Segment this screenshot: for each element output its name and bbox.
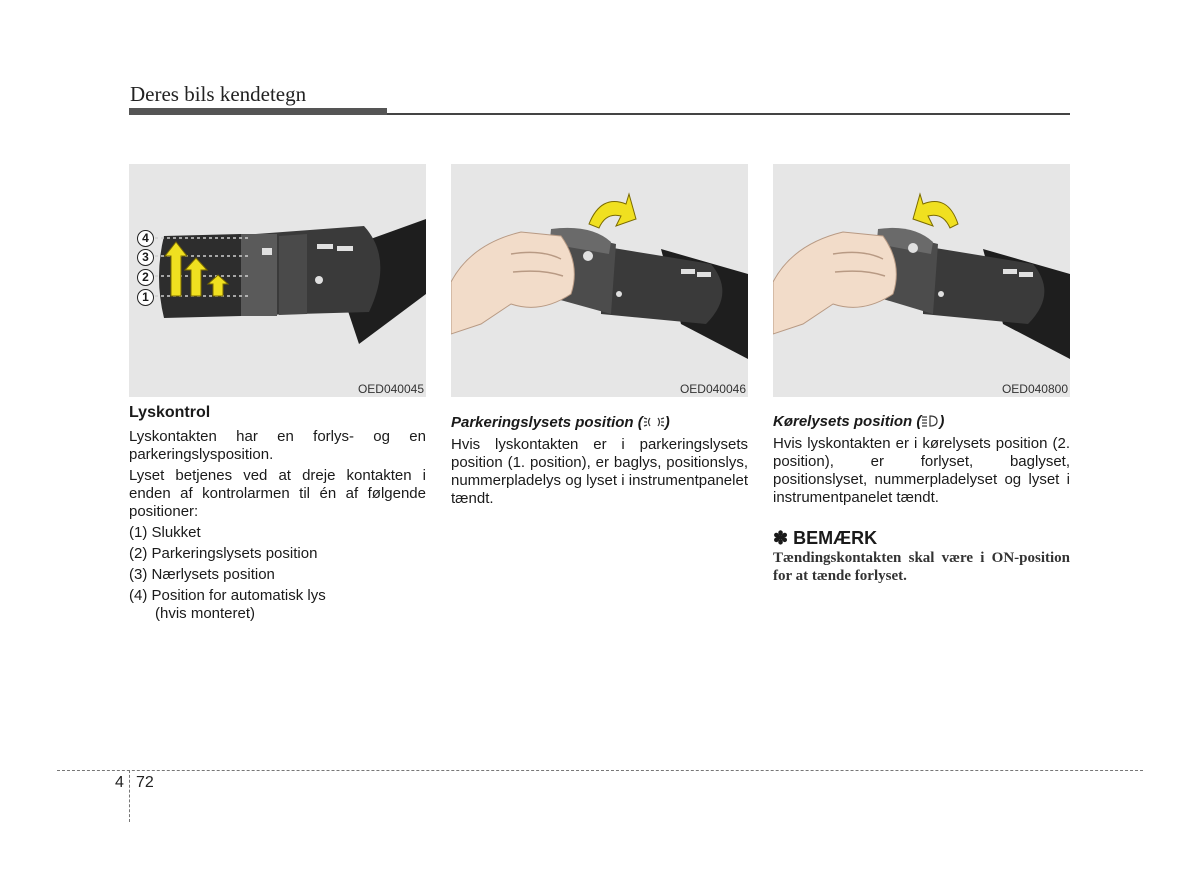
- page-title: Deres bils kendetegn: [130, 82, 307, 106]
- figure-light-switch-positions: [129, 164, 426, 397]
- headlight-icon: [921, 414, 939, 433]
- figure-headlight-position: [773, 164, 1070, 397]
- section-title-close: ): [664, 414, 670, 431]
- section-title-text: Kørelysets position (: [773, 413, 922, 430]
- note-title: ✽ BEMÆRK: [773, 528, 878, 548]
- paragraph: Lyskontakten har en forlys- og en parkeringslysposition.: [129, 428, 426, 463]
- list-item: (2) Parkeringslysets position: [129, 545, 318, 562]
- section-title-close: ): [939, 413, 945, 430]
- section-headlight: [773, 413, 1070, 585]
- list-item: (3) Nærlysets position: [129, 566, 275, 583]
- footer-rule: [57, 770, 1143, 771]
- stalk-illustration-1: [129, 164, 426, 397]
- list-item: (1) Slukket: [129, 524, 201, 541]
- note-body: Tændingskontakten skal være i ON-position for at tænde forlyset.: [773, 550, 1070, 584]
- header-rule-thin: [387, 113, 1070, 115]
- stalk-illustration-2: [451, 164, 748, 397]
- figure-code: OED040046: [679, 382, 746, 396]
- header-rule-thick: [129, 108, 387, 115]
- paragraph: Lyset betjenes ved at dreje kontakten i enden af kontrolarmen til én af følgende positioner:: [129, 467, 426, 520]
- figure-code: OED040800: [1001, 382, 1068, 396]
- paragraph: Hvis lyskontakten er i parkeringslysets position (1. position), er baglys, positionslys, nummerpladelys og lyset i instrumentpanelet tændt.: [451, 436, 748, 507]
- section-title: Lyskontrol: [129, 404, 211, 421]
- figure-parking-light-position: [451, 164, 748, 397]
- position-label-1: 1: [137, 289, 154, 306]
- section-title: [451, 414, 748, 434]
- position-label-2: 2: [137, 269, 154, 286]
- position-label-3: 3: [137, 249, 154, 266]
- figure-code: OED040045: [357, 382, 424, 396]
- list-item: (4) Position for automatisk lys: [129, 587, 326, 604]
- parking-light-icon: [643, 415, 665, 434]
- chapter-number: 4: [115, 774, 124, 791]
- section-title: [773, 413, 1070, 433]
- section-title-text: Parkeringslysets position (: [451, 414, 643, 431]
- paragraph: Hvis lyskontakten er i kørelysets position (2. position), er forlyset, baglyset, positionslyset, nummerpladelyset og lyset i instrumentpanelet tændt.: [773, 435, 1070, 506]
- stalk-illustration-3: [773, 164, 1070, 397]
- footer-divider: [129, 770, 130, 822]
- section-light-control: [129, 404, 426, 623]
- position-label-4: 4: [137, 230, 154, 247]
- section-parking-light: [451, 414, 748, 508]
- page-number: 72: [136, 774, 154, 791]
- list-item-continuation: (hvis monteret): [155, 605, 256, 622]
